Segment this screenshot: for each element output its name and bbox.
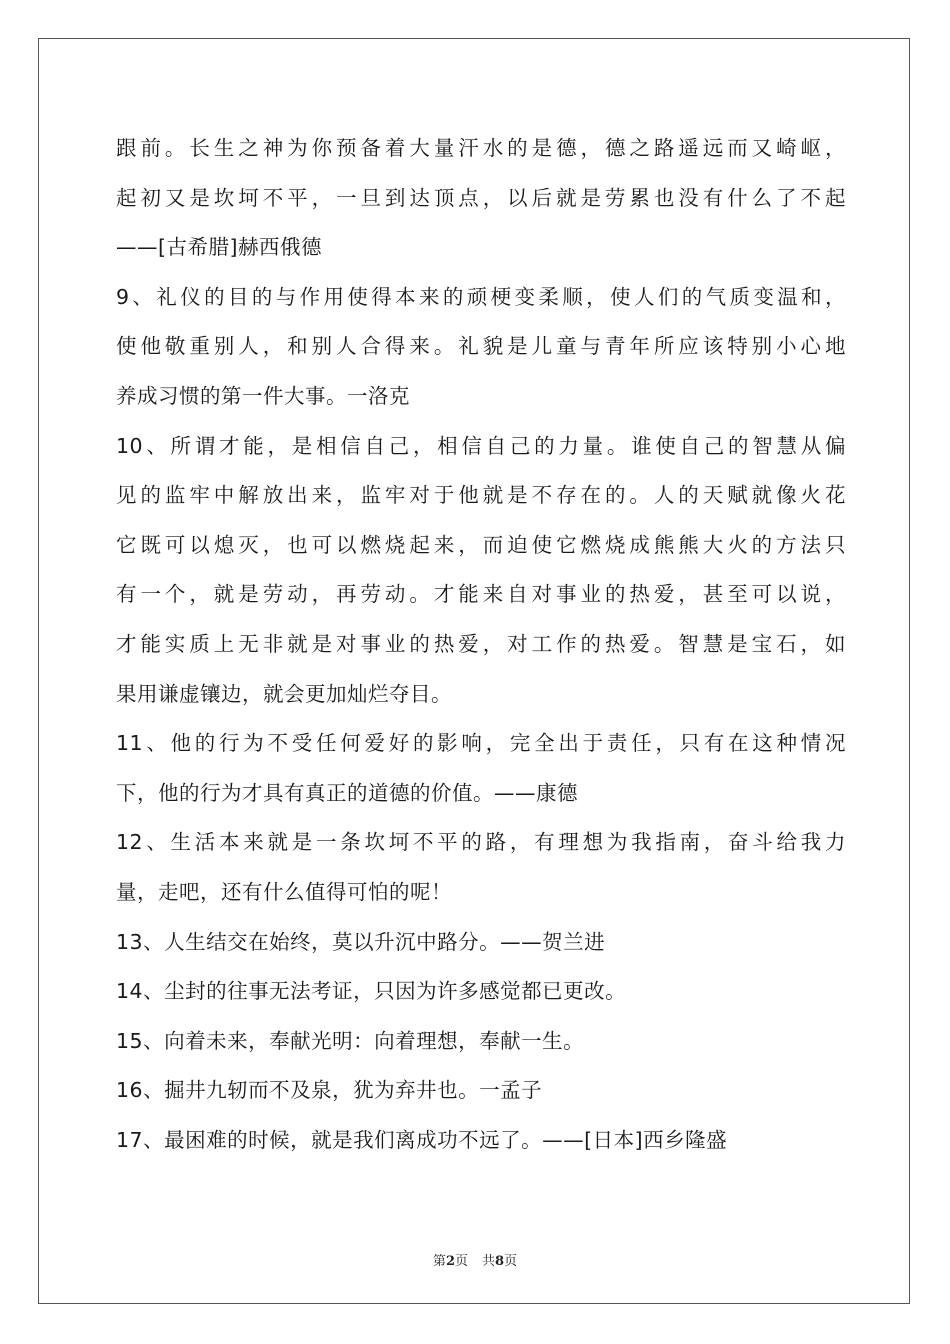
text-line: 13、人生结交在始终，莫以升沉中路分。——贺兰进: [116, 929, 606, 954]
page-footer: [0, 1250, 950, 1269]
total-pages: 8: [495, 1254, 505, 1269]
total-prefix: 共: [482, 1254, 496, 1269]
text-line: 它既可以熄灭，也可以燃烧起来，而迫使它燃烧成熊熊大火的方法只: [116, 532, 846, 557]
text-line: 11、他的行为不受任何爱好的影响，完全出于责任，只有在这种情况: [116, 731, 846, 756]
document-body: [116, 128, 846, 1169]
total-suffix: 页: [504, 1254, 518, 1269]
text-line: 量，走吧，还有什么值得可怕的呢！: [116, 879, 452, 904]
text-line: 才能实质上无非就是对事业的热爱，对工作的热爱。智慧是宝石，如: [116, 631, 846, 656]
text-line: 10、所谓才能，是相信自己，相信自己的力量。谁使自己的智慧从偏: [116, 433, 846, 458]
text-line: 下，他的行为才具有真正的道德的价值。——康德: [116, 780, 578, 805]
text-line: 养成习惯的第一件大事。一洛克: [116, 383, 410, 408]
text-line: 17、最困难的时候，就是我们离成功不远了。——[日本]西乡隆盛: [116, 1127, 728, 1152]
text-line: 使他敬重别人，和别人合得来。礼貌是儿童与青年所应该特别小心地: [116, 334, 846, 359]
text-line: 果用谦虚镶边，就会更加灿烂夺目。: [116, 681, 452, 706]
page-suffix: 页: [454, 1254, 468, 1269]
text-line: 14、尘封的往事无法考证，只因为许多感觉都已更改。: [116, 979, 627, 1004]
text-line: 16、掘井九轫而不及泉，犹为弃井也。一孟子: [116, 1078, 543, 1103]
text-line: 15、向着未来，奉献光明：向着理想，奉献一生。: [116, 1028, 585, 1053]
text-line: ——[古希腊]赫西俄德: [116, 235, 322, 260]
page-prefix: 第: [432, 1254, 446, 1269]
text-line: 起初又是坎坷不平，一旦到达顶点，以后就是劳累也没有什么了不起: [116, 185, 846, 210]
page-number: 2: [445, 1254, 455, 1269]
text-line: 有一个，就是劳动，再劳动。才能来自对事业的热爱，甚至可以说，: [116, 582, 846, 607]
text-line: 见的监牢中解放出来，监牢对于他就是不存在的。人的天赋就像火花: [116, 483, 846, 508]
text-line: 9、礼仪的目的与作用使得本来的顽梗变柔顺，使人们的气质变温和，: [116, 284, 846, 309]
text-line: 跟前。长生之神为你预备着大量汗水的是德，德之路遥远而又崎岖，: [116, 136, 846, 160]
text-line: 12、生活本来就是一条坎坷不平的路，有理想为我指南，奋斗给我力: [116, 830, 846, 855]
